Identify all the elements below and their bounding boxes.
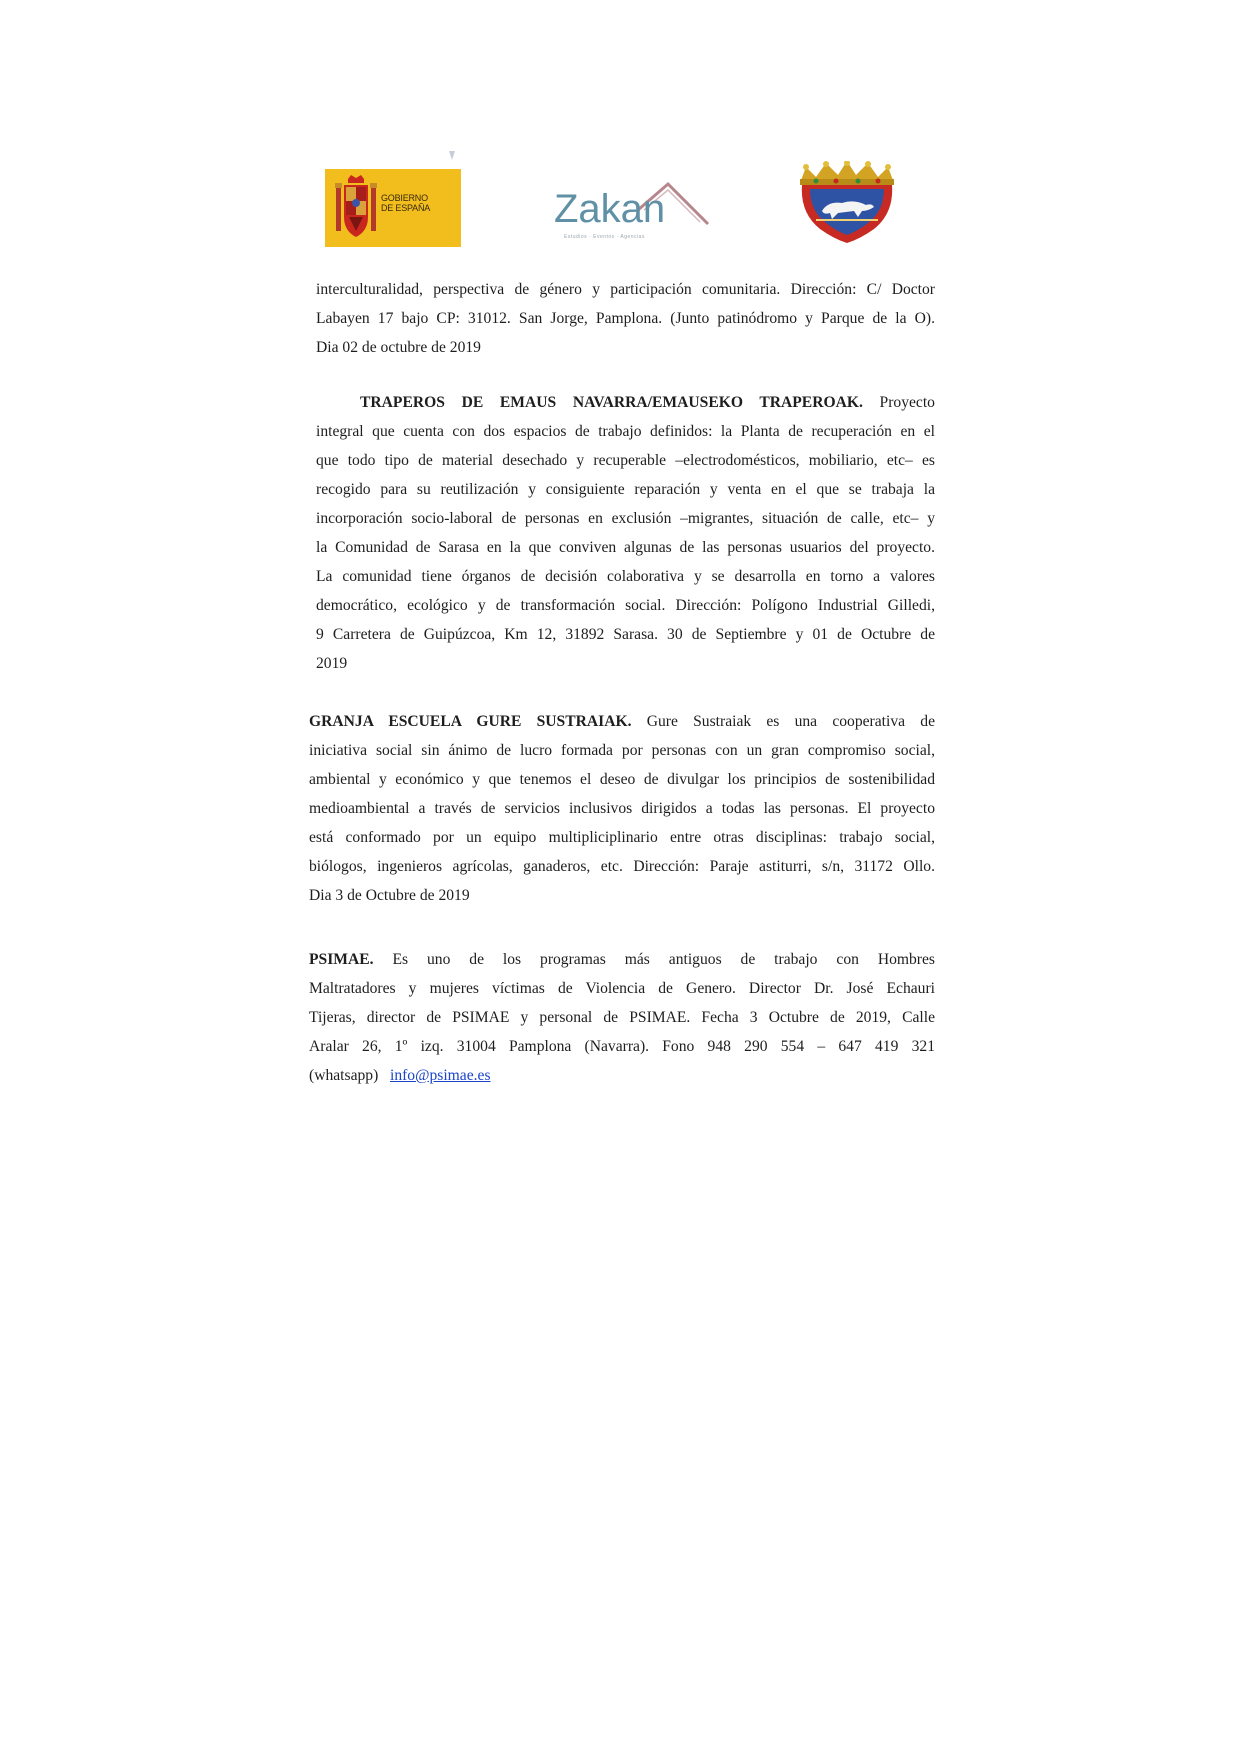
text-line — [309, 707, 935, 736]
zakan-wordmark: Zakan — [554, 187, 666, 231]
email-link[interactable]: info@psimae.es — [389, 1067, 491, 1084]
paragraph-traperos — [316, 388, 935, 678]
section-title-psimae: PSIMAE. — [309, 951, 374, 968]
text-line: Dia 02 de octubre de 2019 — [316, 339, 481, 356]
text-line: medioambiental a través de servicios inclusivos dirigidos a todas las personas. El proyecto — [309, 800, 935, 817]
text-line: que todo tipo de material desechado y recuperable –electrodomésticos, mobiliario, etc– es — [316, 452, 935, 469]
text-line: integral que cuenta con dos espacios de trabajo definidos: la Planta de recuperación en el — [316, 423, 935, 440]
text-fragment: Gure Sustraiak es una cooperativa de — [631, 713, 935, 730]
logo-mark-icon — [448, 151, 456, 161]
text-line — [309, 945, 935, 974]
text-line: Dia 3 de Octubre de 2019 — [309, 887, 470, 904]
text-line: democrático, ecológico y de transformación social. Dirección: Polígono Industrial Gilledi, — [316, 597, 935, 614]
text-line: biólogos, ingenieros agrícolas, ganaderos, etc. Dirección: Paraje astiturri, s/n, 31172 Ollo. — [309, 858, 935, 875]
section-title-granja: GRANJA ESCUELA GURE SUSTRAIAK. — [309, 713, 632, 730]
text-line: iniciativa social sin ánimo de lucro formada por personas con un gran compromiso social, — [309, 742, 935, 759]
text-line: Aralar 26, 1º izq. 31004 Pamplona (Navarra). Fono 948 290 554 – 647 419 321 — [309, 1038, 935, 1055]
text-line: recogido para su reutilización y consiguiente reparación y venta en el que se trabaja la — [316, 481, 935, 498]
gobierno-text — [381, 193, 430, 213]
section-title-traperos: TRAPEROS DE EMAUS NAVARRA/EMAUSEKO TRAPEROAK. — [360, 394, 863, 411]
text-line: interculturalidad, perspectiva de género y participación comunitaria. Dirección: C/ Doctor — [316, 281, 935, 298]
text-line: Labayen 17 bajo CP: 31012. San Jorge, Pamplona. (Junto patinódromo y Parque de la O). — [316, 310, 935, 327]
whatsapp-label: (whatsapp) — [309, 1067, 390, 1084]
paragraph-intro — [316, 275, 935, 362]
text-line: 2019 — [316, 655, 348, 672]
text-line: está conformado por un equipo multipliciplinario entre otras disciplinas: trabajo social, — [309, 829, 935, 846]
zakan-logo — [550, 180, 710, 246]
gobierno-line-1: GOBIERNO — [381, 193, 428, 203]
text-fragment: Proyecto — [862, 394, 935, 411]
gobierno-line-2: DE ESPAÑA — [381, 203, 431, 213]
text-line — [309, 1061, 935, 1090]
paragraph-granja-escuela — [309, 707, 935, 910]
text-fragment: Es uno de los programas más antiguos de trabajo con Hombres — [373, 951, 935, 968]
text-line: la Comunidad de Sarasa en la que conviven algunas de las personas usuarios del proyecto. — [316, 539, 935, 556]
gobierno-espana-logo — [325, 169, 461, 247]
text-line: Maltratadores y mujeres víctimas de Violencia de Genero. Director Dr. José Echauri — [309, 980, 935, 997]
zakan-tagline: Estudios · Eventos · Agencias — [564, 234, 645, 240]
coat-of-arms-icon — [333, 173, 379, 243]
text-line: La comunidad tiene órganos de decisión colaborativa y se desarrolla en torno a valores — [316, 568, 935, 585]
text-line: 9 Carretera de Guipúzcoa, Km 12, 31892 Sarasa. 30 de Septiembre y 01 de Octubre de — [316, 626, 935, 643]
text-line: Tijeras, director de PSIMAE y personal de PSIMAE. Fecha 3 Octubre de 2019, Calle — [309, 1009, 935, 1026]
paragraph-psimae — [309, 945, 935, 1090]
text-line: incorporación socio-laboral de personas en exclusión –migrantes, situación de calle, etc– y — [316, 510, 935, 527]
pamplona-coat-of-arms-icon — [788, 161, 906, 243]
text-line: ambiental y económico y que tenemos el deseo de divulgar los principios de sostenibilidad — [309, 771, 935, 788]
text-line — [316, 388, 935, 417]
